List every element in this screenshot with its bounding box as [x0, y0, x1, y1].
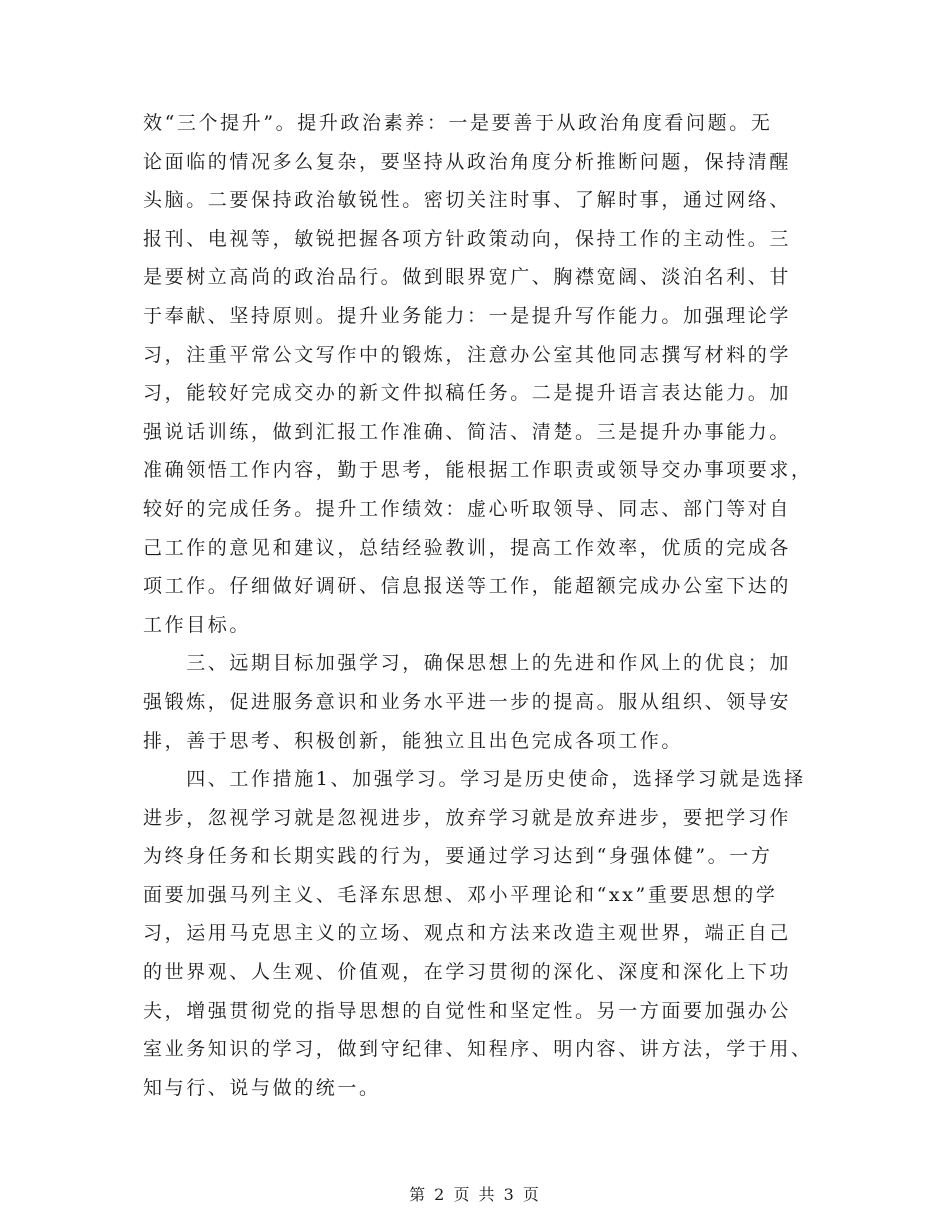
text-line: 三、远期目标加强学习，确保思想上的先进和作风上的优良；加 — [143, 652, 792, 675]
text-line: 室业务知识的学习，做到守纪律、知程序、明内容、讲方法，学于用、 — [143, 1038, 813, 1061]
text-line: 准确领悟工作内容，勤于思考，能根据工作职责或领导交办事项要求， — [143, 459, 813, 482]
text-line: 的世界观、人生观、价值观，在学习贯彻的深化、深度和深化上下功 — [143, 961, 792, 984]
text-line: 头脑。二要保持政治敏锐性。密切关注时事、了解时事，通过网络、 — [143, 189, 792, 212]
text-line: 强锻炼，促进服务意识和业务水平进一步的提高。服从组织、领导安 — [143, 690, 792, 713]
text-line: 四、工作措施1、加强学习。学习是历史使命，选择学习就是选择 — [143, 768, 806, 791]
text-line: 知与行、说与做的统一。 — [143, 1076, 381, 1099]
text-line: 是要树立高尚的政治品行。做到眼界宽广、胸襟宽阔、淡泊名利、甘 — [143, 266, 792, 289]
text-line: 己工作的意见和建议，总结经验教训，提高工作效率，优质的完成各 — [143, 536, 792, 559]
text-line: 习，运用马克思主义的立场、观点和方法来改造主观世界，端正自己 — [143, 922, 792, 945]
text-line: 面要加强马列主义、毛泽东思想、邓小平理论和“xx”重要思想的学 — [143, 883, 778, 906]
body-text — [143, 104, 813, 1107]
text-line: 习，能较好完成交办的新文件拟稿任务。二是提升语言表达能力。加 — [143, 382, 792, 405]
text-line: 为终身任务和长期实践的行为，要通过学习达到“身强体健”。一方 — [143, 845, 773, 868]
text-line: 习，注重平常公文写作中的锻炼，注意办公室其他同志撰写材料的学 — [143, 343, 792, 366]
text-line: 项工作。仔细做好调研、信息报送等工作，能超额完成办公室下达的 — [143, 575, 792, 598]
text-line: 工作目标。 — [143, 613, 252, 636]
page-number-footer: 第 2 页 共 3 页 — [409, 1185, 541, 1204]
text-line: 排，善于思考、积极创新，能独立且出色完成各项工作。 — [143, 729, 684, 752]
text-line: 报刊、电视等，敏锐把握各项方针政策动向，保持工作的主动性。三 — [143, 227, 792, 250]
text-line: 进步，忽视学习就是忽视进步，放弃学习就是放弃进步，要把学习作 — [143, 806, 792, 829]
text-line: 论面临的情况多么复杂，要坚持从政治角度分析推断问题，保持清醒 — [143, 150, 792, 173]
text-line: 较好的完成任务。提升工作绩效：虚心听取领导、同志、部门等对自 — [143, 497, 792, 520]
text-line: 效“三个提升”。提升政治素养：一是要善于从政治角度看问题。无 — [143, 112, 773, 134]
text-line: 夫，增强贯彻党的指导思想的自觉性和坚定性。另一方面要加强办公 — [143, 999, 792, 1022]
text-line: 于奉献、坚持原则。提升业务能力：一是提升写作能力。加强理论学 — [143, 304, 792, 327]
text-line: 强说话训练，做到汇报工作准确、简洁、清楚。三是提升办事能力。 — [143, 420, 792, 443]
